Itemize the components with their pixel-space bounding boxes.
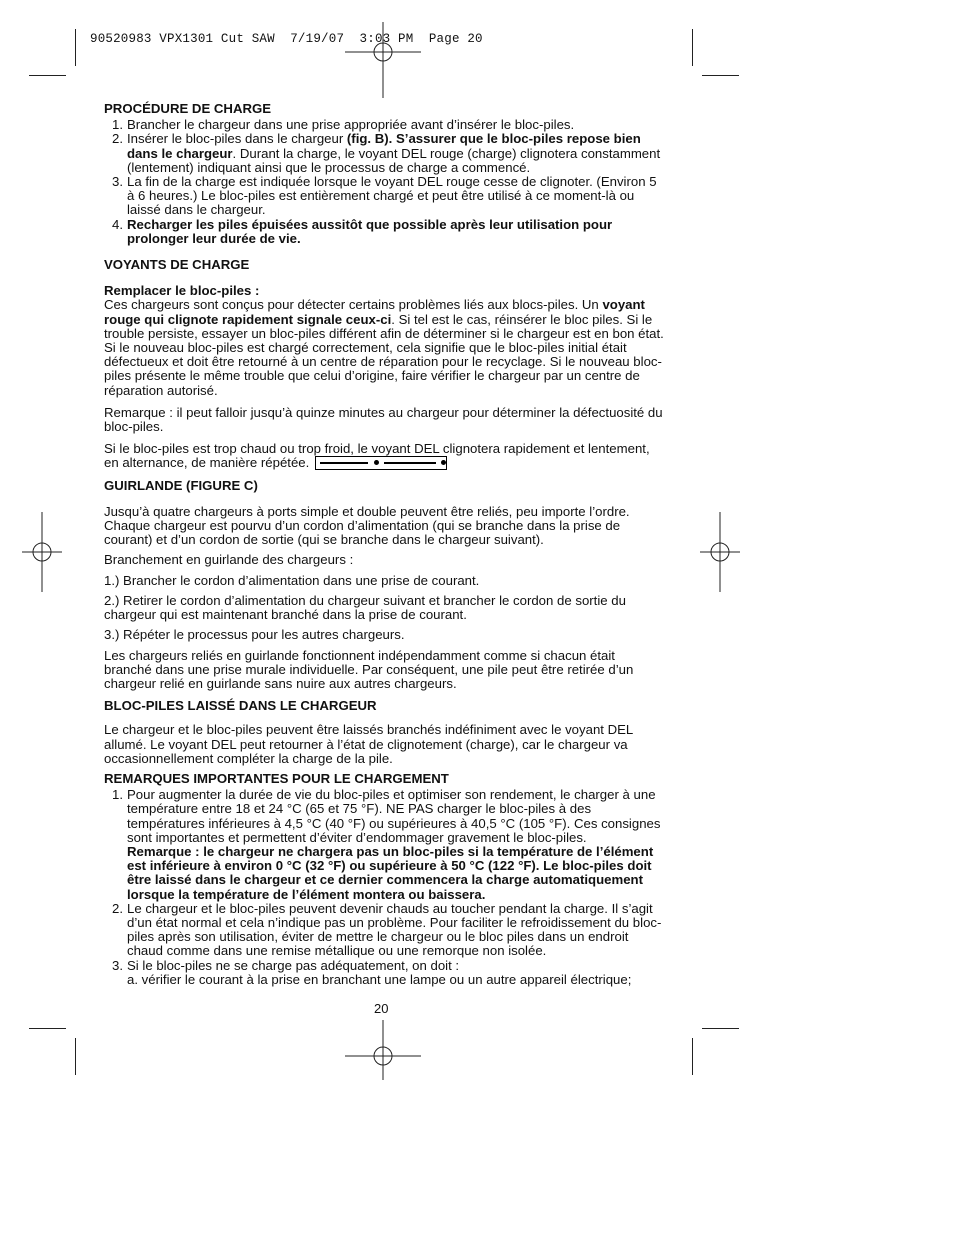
procedure-list [104, 118, 664, 246]
crop-mark [29, 75, 66, 76]
text: . Si tel est le cas, réinsérer le bloc piles. Si le trouble persiste, essayer un bloc-piles différent afin de déterminer si le chargeur est en bon état. Si le nouveau bloc-piles est chargé correctement, cela signifie que le bloc-piles initial était défectueux et doit être retourné à un centre de réparation pour le recyclage. Si le nouveau bloc-piles présente le même trouble que celui d’origine, faire vérifier le chargeur par un centre de réparation autorisé. [104, 311, 664, 398]
list-text: . Durant la charge, le voyant DEL rouge (charge) clignotera constamment (lentement) indiquant ainsi que le processus de charge a commencé. [127, 145, 661, 175]
list-item [104, 118, 664, 132]
crop-mark [29, 1028, 66, 1029]
list-item [104, 788, 664, 902]
remarques-list [104, 788, 664, 987]
paragraph [104, 442, 664, 470]
list-number: 3. [112, 174, 123, 190]
print-slug: 90520983 VPX1301 Cut SAW 7/19/07 3:03 PM Page 20 [90, 32, 483, 46]
registration-mark-icon [345, 1020, 421, 1080]
section-title-procedure: PROCÉDURE DE CHARGE [104, 101, 272, 116]
list-text: Le chargeur et le bloc-piles peuvent devenir chauds au toucher pendant la charge. Il s’agit d’un état normal et cela n’indique pas un problème. Pour faciliter le refroidissement du bloc-piles après son utilisation, éviter de mettre le chargeur ou le bloc piles dans un endroit chaud comme dans une remise métallique ou une remorque non isolée. [127, 900, 662, 959]
list-text: La fin de la charge est indiquée lorsque le voyant DEL rouge cesse de clignoter. (Environ 5 à 6 heures.) Le bloc-piles est entièrement chargé et peut être utilisé à ce moment-là ou laissé dans le chargeur. [127, 174, 657, 218]
crop-mark [75, 29, 76, 66]
subsection-title: Remplacer le bloc-piles : [104, 283, 260, 299]
page-number: 20 [374, 1001, 389, 1016]
list-text: Pour augmenter la durée de vie du bloc-piles et optimiser son rendement, le charger à une température entre 18 et 24 °C (65 et 75 °F). NE PAS charger le bloc-piles à des températures inférieures à 4,5 °C (40 °F) ou supérieures à 40,5 °C (105 °F). Ces consignes sont importantes et permettent d’éviter d’endommager gravement le bloc-piles. [127, 787, 661, 845]
list-item [104, 175, 664, 218]
list-number: 2. [112, 131, 123, 147]
crop-mark [692, 29, 693, 66]
list-text-bold: (fig. B). S’assurer que le bloc-piles repose bien dans le chargeur [127, 131, 641, 161]
list-item [104, 959, 664, 987]
paragraph [104, 298, 664, 397]
registration-mark-icon [345, 22, 421, 98]
crop-mark [702, 75, 739, 76]
list-item [104, 218, 664, 246]
list-number: 2. [112, 900, 123, 916]
list-text-bold: Remarque : le chargeur ne chargera pas un bloc-piles si la température de l’élément est inférieure à environ 0 °C (32 °F) ou supérieure à 50 °C (122 °F). Le bloc-piles doit être laissé dans le chargeur et ce dernier commencera la charge automatiquement lorsque la température de l’élément montera ou baissera. [127, 843, 654, 902]
led-blink-pattern-icon [315, 456, 447, 470]
crop-mark [702, 1028, 739, 1029]
paragraph: Le chargeur et le bloc-piles peuvent être laissés branchés indéfiniment avec le voyant DEL allumé. Le voyant DEL peut retourner à l’état de clignotement (charge), car le chargeur va occasionnellement compléter la charge de la pile. [104, 722, 633, 766]
text: Si le bloc-piles est trop chaud ou trop froid, le voyant DEL clignotera rapidement et lentement, en alternance, de manière répétée. [104, 441, 650, 471]
list-number: 3. [112, 957, 123, 973]
list-text: Brancher le chargeur dans une prise appropriée avant d’insérer le bloc-piles. [127, 117, 575, 133]
list-text-bold: Recharger les piles épuisées aussitôt que possible après leur utilisation pour prolonger leur durée de vie. [127, 216, 613, 246]
paragraph: Les chargeurs reliés en guirlande fonctionnent indépendamment comme si chacun était branché dans une prise murale individuelle. Par conséquent, une pile peut être retirée d’un chargeur relié en guirlande sans nuire aux autres chargeurs. [104, 647, 634, 691]
paragraph: 3.) Répéter le processus pour les autres chargeurs. [104, 627, 405, 643]
text: Ces chargeurs sont conçus pour détecter certains problèmes liés aux blocs-piles. Un [104, 297, 603, 313]
registration-mark-icon [700, 512, 740, 592]
text-bold: voyant rouge qui clignote rapidement signale ceux-ci [104, 297, 645, 327]
list-text: Si le bloc-piles ne se charge pas adéquatement, on doit : [127, 957, 460, 973]
paragraph: Branchement en guirlande des chargeurs : [104, 552, 354, 568]
paragraph: 2.) Retirer le cordon d’alimentation du chargeur suivant et brancher le cordon de sortie du chargeur qui est maintenant branché dans la prise de courant. [104, 592, 626, 623]
section-title-remarques: REMARQUES IMPORTANTES POUR LE CHARGEMENT [104, 770, 449, 786]
list-number: 1. [112, 787, 123, 803]
list-number: 1. [112, 117, 123, 133]
paragraph: Jusqu’à quatre chargeurs à ports simple et double peuvent être reliés, peu importe l’ordre. Chaque chargeur est pourvu d’un cordon d’alimentation (qui se branche dans la prise de courant) et d’un cordon de sortie (qui se branche dans le chargeur suivant). [104, 503, 630, 548]
list-text: Insérer le bloc-piles dans le chargeur [127, 131, 347, 147]
crop-mark [692, 1038, 693, 1075]
section-title-laisse: BLOC-PILES LAISSÉ DANS LE CHARGEUR [104, 698, 377, 714]
paragraph: Remarque : il peut falloir jusqu’à quinze minutes au chargeur pour déterminer la défectuosité du bloc-piles. [104, 404, 663, 435]
list-item [104, 132, 664, 175]
section-title-guirlande: GUIRLANDE (FIGURE C) [104, 477, 258, 493]
list-item [104, 902, 664, 959]
list-number: 4. [112, 216, 123, 232]
crop-mark [75, 1038, 76, 1075]
page-content [104, 102, 664, 987]
section-title-voyants: VOYANTS DE CHARGE [104, 257, 250, 273]
registration-mark-icon [22, 512, 62, 592]
sub-list-item: a. vérifier le courant à la prise en branchant une lampe ou un autre appareil électrique; [127, 971, 632, 987]
paragraph: 1.) Brancher le cordon d’alimentation dans une prise de courant. [104, 572, 480, 588]
